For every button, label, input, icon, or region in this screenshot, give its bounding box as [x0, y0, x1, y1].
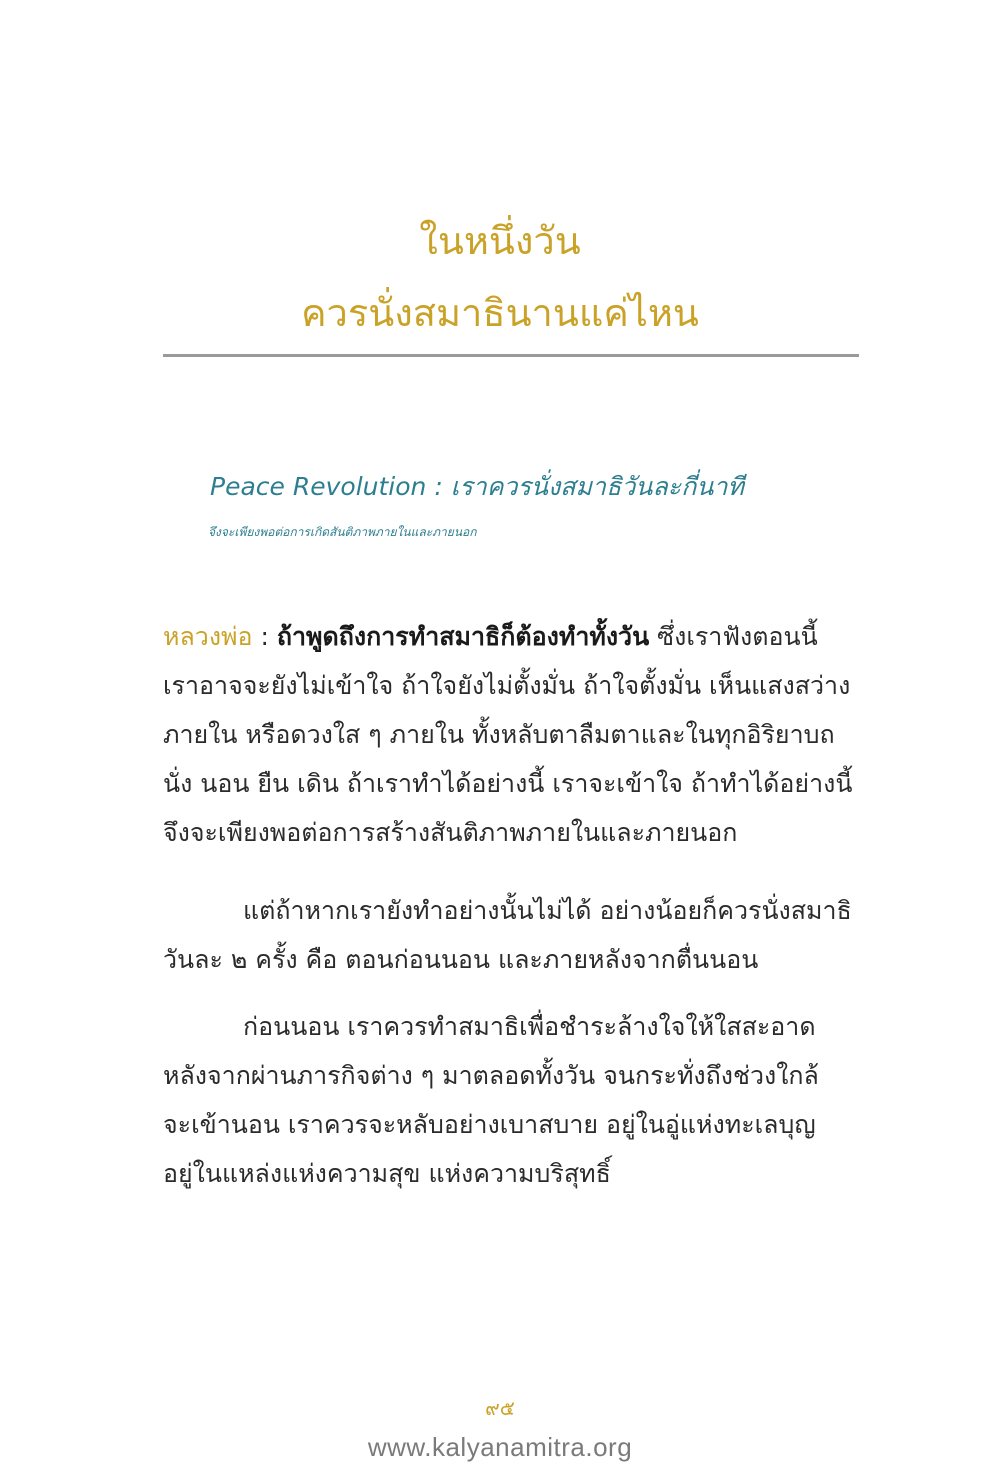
paragraph-2-line-1: แต่ถ้าหากเรายังทำอย่างนั้นไม่ได้ อย่างน้อยก็ควรนั่งสมาธิ: [243, 896, 852, 925]
question-line-1: Peace Revolution : เราควรนั่งสมาธิวันละกี่นาที: [210, 472, 744, 501]
paragraph-3: [163, 1002, 859, 1198]
speaker-label: หลวงพ่อ: [163, 622, 253, 651]
paragraph-2: [163, 886, 859, 984]
paragraph-2-line-2: วันละ ๒ ครั้ง คือ ตอนก่อนนอน และภายหลังจากตื่นนอน: [163, 945, 759, 974]
answer-line-2: เราอาจจะยังไม่เข้าใจ ถ้าใจยังไม่ตั้งมั่น ถ้าใจตั้งมั่น เห็นแสงสว่าง: [163, 671, 851, 700]
answer-bold-lead: ถ้าพูดถึงการทำสมาธิก็ต้องทำทั้งวัน: [276, 622, 650, 651]
page-number: ๙๕: [485, 1396, 515, 1420]
title-line-1: ในหนึ่งวัน: [419, 219, 581, 263]
paragraph-3-line-4: อยู่ในแหล่งแห่งความสุข แห่งความบริสุทธิ์: [163, 1159, 611, 1188]
title-divider: [163, 354, 859, 357]
title-line-2: ควรนั่งสมาธินานแค่ไหน: [301, 291, 699, 335]
answer-line-1-rest: ซึ่งเราฟังตอนนี้: [649, 622, 818, 651]
paragraph-3-line-2: หลังจากผ่านภารกิจต่าง ๆ มาตลอดทั้งวัน จนกระทั่งถึงช่วงใกล้: [163, 1061, 819, 1090]
answer-line-5: จึงจะเพียงพอต่อการสร้างสันติภาพภายในและภายนอก: [163, 818, 738, 847]
answer-line-1: [163, 612, 859, 661]
answer-paragraph: [163, 612, 859, 857]
question-block: [210, 474, 870, 578]
answer-line-4: นั่ง นอน ยืน เดิน ถ้าเราทำได้อย่างนี้ เราจะเข้าใจ ถ้าทำได้อย่างนี้: [163, 769, 853, 798]
answer-line-3: ภายใน หรือดวงใส ๆ ภายใน ทั้งหลับตาลืมตาและในทุกอิริยาบถ: [163, 720, 835, 749]
speaker-separator: :: [252, 622, 277, 651]
paragraph-3-line-1: ก่อนนอน เราควรทำสมาธิเพื่อชำระล้างใจให้ใสสะอาด: [243, 1012, 816, 1041]
question-line-2: จึงจะเพียงพอต่อการเกิดสันติภาพภายในและภายนอก: [208, 525, 477, 539]
paragraph-3-line-3: จะเข้านอน เราควรจะหลับอย่างเบาสบาย อยู่ในอู่แห่งทะเลบุญ: [163, 1110, 816, 1139]
website-footer: www.kalyanamitra.org: [367, 1432, 633, 1462]
